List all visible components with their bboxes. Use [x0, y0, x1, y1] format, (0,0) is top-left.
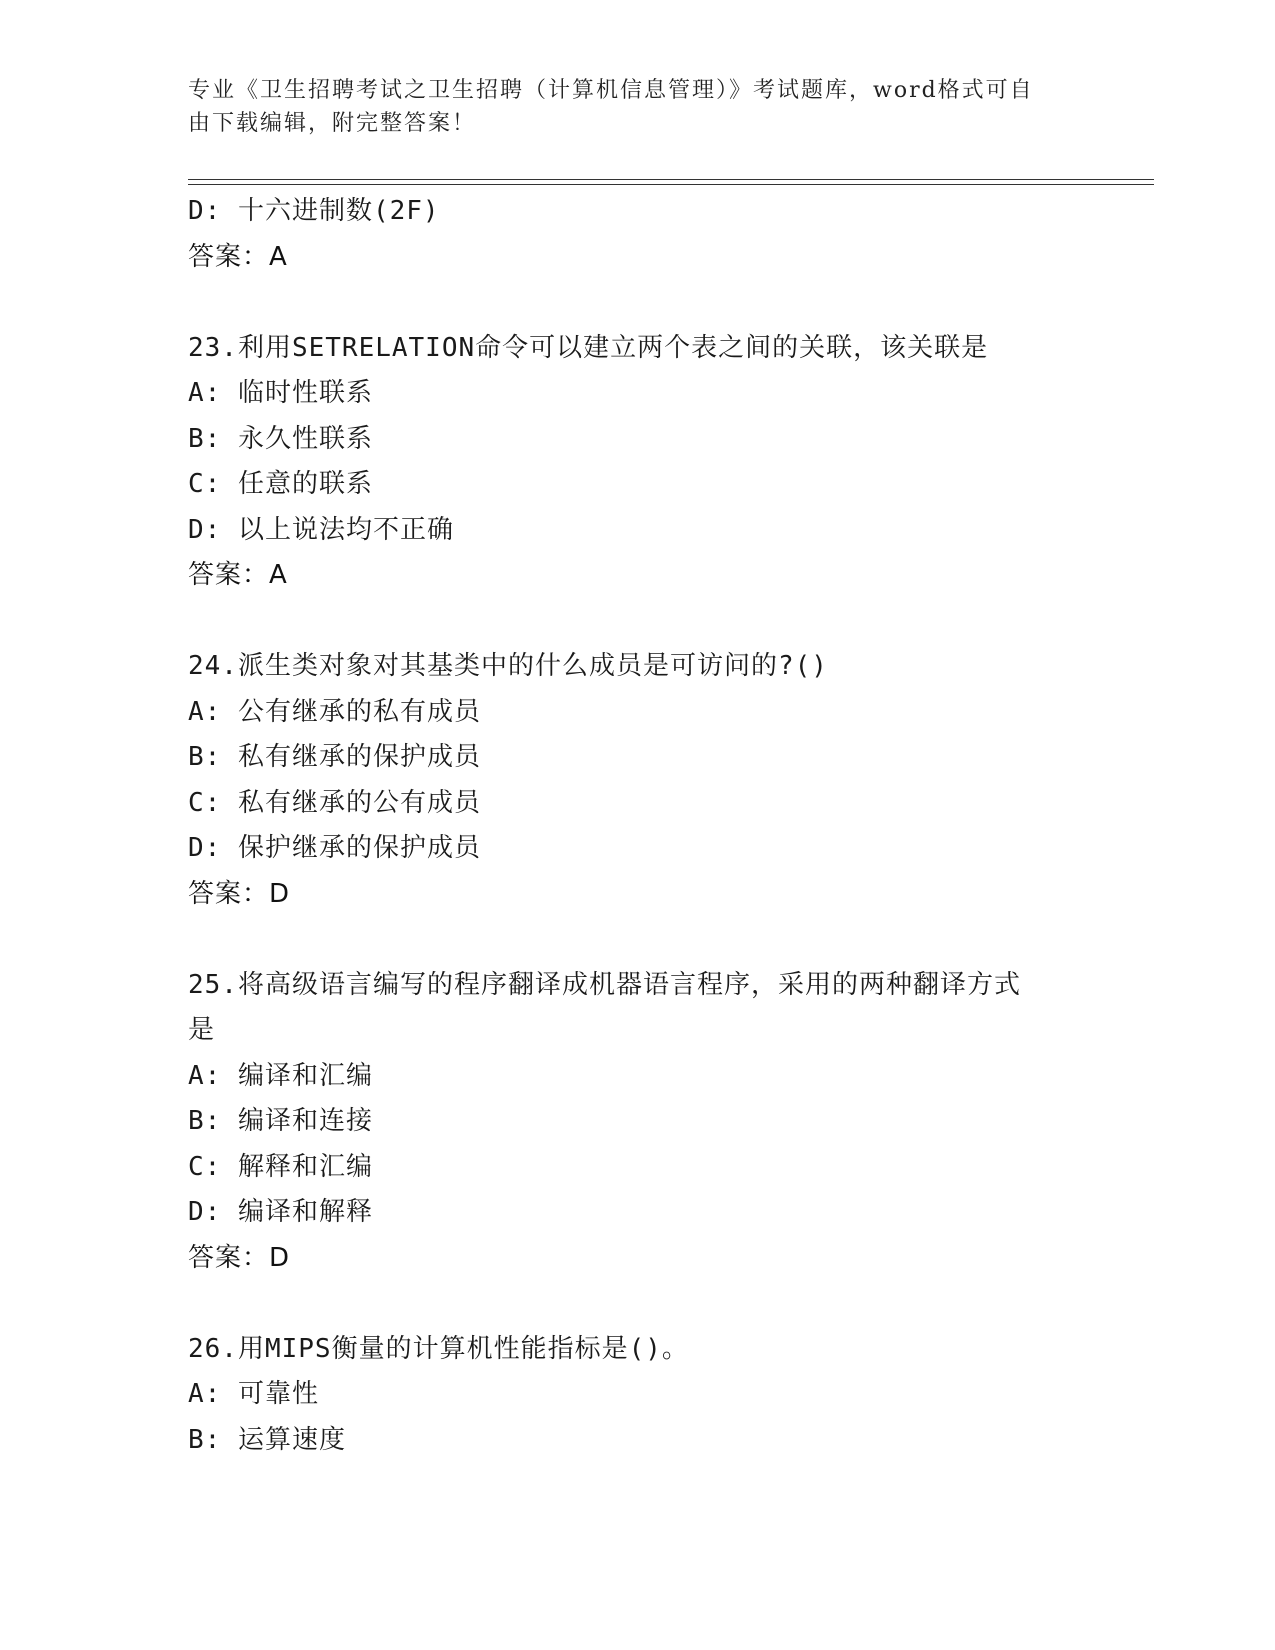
option-a: A: 编译和汇编	[188, 1060, 373, 1091]
option-a: A: 公有继承的私有成员	[188, 696, 481, 727]
question-stem: 26.用MIPS衡量的计算机性能指标是()。	[188, 1333, 689, 1364]
option-a: A: 临时性联系	[188, 378, 373, 408]
carryover-block	[188, 189, 1088, 280]
answer-line: 答案：D	[188, 1242, 291, 1273]
option-b: B: 编译和连接	[188, 1106, 373, 1136]
option-d: D: 十六进制数(2F)	[188, 196, 440, 226]
question-list	[188, 189, 1088, 1463]
header-line-1: 专业《卫生招聘考试之卫生招聘（计算机信息管理）》考试题库，word格式可自	[188, 78, 1034, 103]
option-c: C: 私有继承的公有成员	[188, 787, 481, 818]
question-stem: 23.利用SETRELATION命令可以建立两个表之间的关联，该关联是	[188, 332, 989, 363]
question-stem-line-1: 25.将高级语言编写的程序翻译成机器语言程序，采用的两种翻译方式	[188, 969, 1021, 1000]
option-d: D: 保护继承的保护成员	[188, 833, 481, 863]
header-line-2: 由下载编辑，附完整答案！	[188, 111, 477, 136]
answer-line: 答案：A	[188, 241, 288, 272]
option-d: D: 以上说法均不正确	[188, 514, 454, 545]
question-24	[188, 644, 1088, 917]
document-header	[188, 74, 1068, 140]
question-26	[188, 1327, 1088, 1464]
header-divider-top	[188, 179, 1154, 180]
option-c: C: 任意的联系	[188, 469, 373, 499]
question-25	[188, 963, 1088, 1282]
option-c: C: 解释和汇编	[188, 1151, 373, 1182]
option-b: B: 永久性联系	[188, 423, 373, 454]
question-stem-line-2: 是	[188, 1015, 216, 1045]
option-d: D: 编译和解释	[188, 1197, 373, 1227]
answer-line: 答案：A	[188, 560, 288, 590]
question-23	[188, 326, 1088, 599]
answer-line: 答案：D	[188, 878, 291, 909]
option-b: B: 运算速度	[188, 1424, 346, 1455]
option-b: B: 私有继承的保护成员	[188, 742, 481, 772]
header-divider-bottom	[188, 184, 1154, 185]
option-a: A: 可靠性	[188, 1379, 319, 1409]
question-stem: 24.派生类对象对其基类中的什么成员是可访问的?()	[188, 651, 828, 681]
